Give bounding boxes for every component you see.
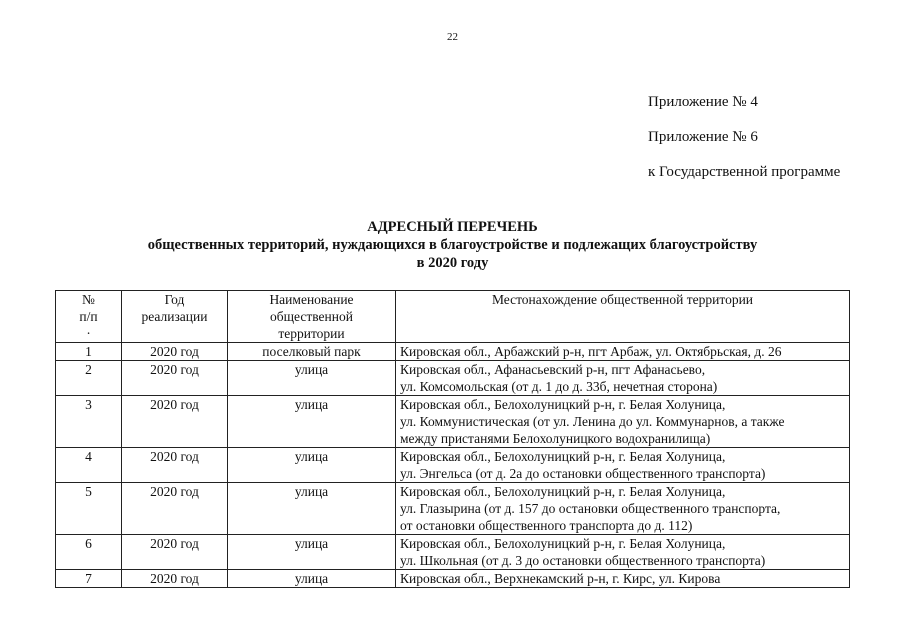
- appendix-line-3: к Государственной программе: [648, 164, 841, 180]
- header-year: Год реализации: [122, 291, 228, 343]
- table-header-row: [56, 291, 850, 343]
- cell-num: 6: [56, 535, 122, 570]
- cell-year: 2020 год: [122, 361, 228, 396]
- title-line-3: в 2020 году: [416, 255, 489, 271]
- cell-num: 7: [56, 570, 122, 588]
- location-line: ул. Комсомольская (от д. 1 до д. 33б, нечетная сторона): [400, 379, 718, 394]
- header-location: Местонахождение общественной территории: [396, 291, 850, 343]
- location-line: ул. Энгельса (от д. 2а до остановки общественного транспорта): [400, 466, 766, 481]
- title-line-1: АДРЕСНЫЙ ПЕРЕЧЕНЬ: [367, 219, 538, 235]
- header-name: Наименование общественной территории: [228, 291, 396, 343]
- cell-year: 2020 год: [122, 343, 228, 361]
- cell-location: [396, 448, 850, 483]
- location-line: между пристанями Белохолуницкого водохранилища): [400, 431, 711, 446]
- location-line: ул. Школьная (от д. 3 до остановки общественного транспорта): [400, 553, 766, 568]
- cell-num: 3: [56, 396, 122, 448]
- table-row: [56, 396, 850, 448]
- location-line: Кировская обл., Белохолуницкий р-н, г. Белая Холуница,: [400, 484, 726, 499]
- cell-num: 5: [56, 483, 122, 535]
- cell-year: 2020 год: [122, 570, 228, 588]
- location-line: ул. Глазырина (от д. 157 до остановки общественного транспорта,: [400, 501, 781, 516]
- title-line-2: общественных территорий, нуждающихся в благоустройстве и подлежащих благоустройству: [147, 237, 758, 253]
- cell-year: 2020 год: [122, 448, 228, 483]
- cell-name: улица: [228, 483, 396, 535]
- cell-year: 2020 год: [122, 483, 228, 535]
- cell-name: улица: [228, 361, 396, 396]
- location-line: Кировская обл., Арбажский р-н, пгт Арбаж, ул. Октябрьская, д. 26: [400, 344, 782, 359]
- cell-name: улица: [228, 396, 396, 448]
- cell-name: улица: [228, 535, 396, 570]
- table-row: [56, 535, 850, 570]
- cell-name: поселковый парк: [228, 343, 396, 361]
- cell-name: улица: [228, 570, 396, 588]
- table-row: [56, 570, 850, 588]
- location-line: Кировская обл., Белохолуницкий р-н, г. Белая Холуница,: [400, 536, 726, 551]
- cell-year: 2020 год: [122, 535, 228, 570]
- cell-location: [396, 396, 850, 448]
- cell-num: 2: [56, 361, 122, 396]
- address-table: [55, 290, 850, 588]
- cell-num: 4: [56, 448, 122, 483]
- page-number: 22: [447, 31, 458, 43]
- header-num: № п/п .: [56, 291, 122, 343]
- cell-location: [396, 570, 850, 588]
- location-line: Кировская обл., Белохолуницкий р-н, г. Белая Холуница,: [400, 397, 726, 412]
- cell-num: 1: [56, 343, 122, 361]
- location-line: Кировская обл., Белохолуницкий р-н, г. Белая Холуница,: [400, 449, 726, 464]
- cell-location: [396, 361, 850, 396]
- document-title: [0, 218, 905, 272]
- cell-location: [396, 535, 850, 570]
- appendix-line-1: Приложение № 4: [648, 94, 758, 110]
- cell-location: [396, 483, 850, 535]
- cell-year: 2020 год: [122, 396, 228, 448]
- cell-location: [396, 343, 850, 361]
- table-row: [56, 483, 850, 535]
- table-row: [56, 343, 850, 361]
- location-line: ул. Коммунистическая (от ул. Ленина до ул. Коммунарнов, а также: [400, 414, 785, 429]
- location-line: Кировская обл., Афанасьевский р-н, пгт Афанасьево,: [400, 362, 706, 377]
- location-line: Кировская обл., Верхнекамский р-н, г. Кирс, ул. Кирова: [400, 571, 721, 586]
- cell-name: улица: [228, 448, 396, 483]
- appendix-line-2: Приложение № 6: [648, 129, 758, 145]
- table-row: [56, 448, 850, 483]
- location-line: от остановки общественного транспорта до д. 112): [400, 518, 693, 533]
- table-row: [56, 361, 850, 396]
